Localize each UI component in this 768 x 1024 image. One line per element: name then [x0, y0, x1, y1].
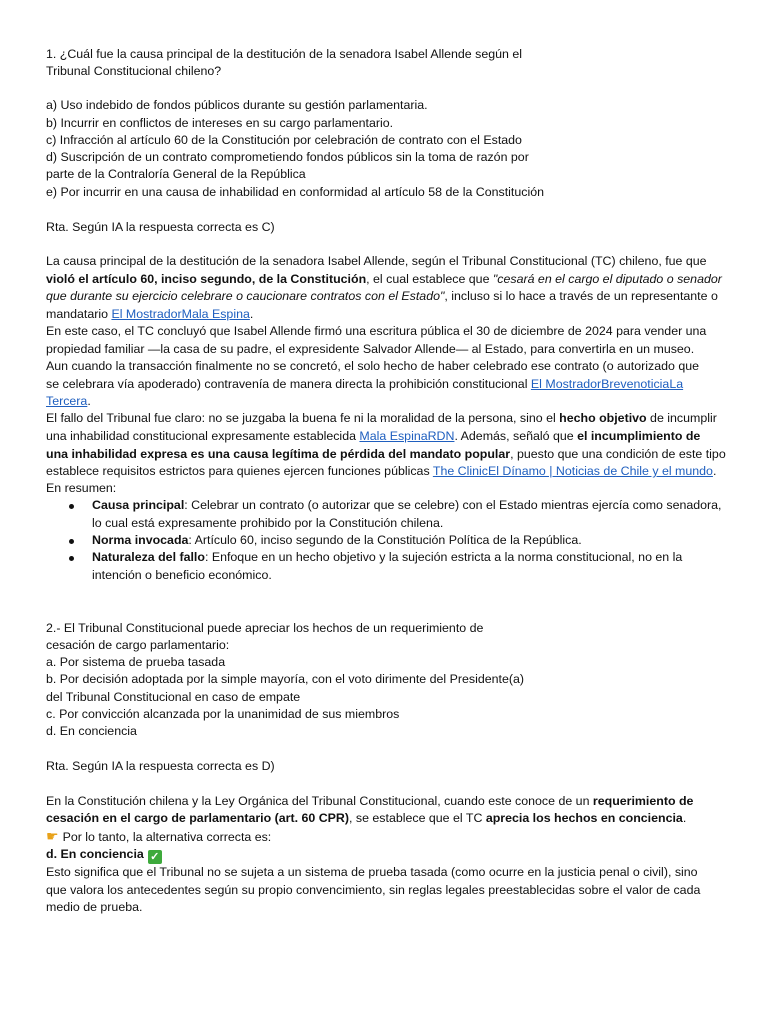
q1-paragraph-2-line-5	[46, 393, 91, 410]
text: .	[682, 811, 687, 825]
source-link-mala-espina-rdn[interactable]: Mala EspinaRDN	[359, 429, 455, 443]
bold-text: aprecia los hechos en conciencia	[485, 811, 683, 825]
bold-text: requerimiento de	[592, 794, 694, 808]
q1-option-a: a) Uso indebido de fondos públicos durante su gestión parlamentaria.	[46, 98, 428, 112]
q1-paragraph-3-line-4	[46, 463, 716, 480]
q2-option-d: d. En conciencia	[46, 724, 137, 738]
question-1-title-line-2: Tribunal Constitucional chileno?	[46, 64, 222, 78]
q2-explanation-line-3: medio de prueba.	[46, 900, 143, 914]
q1-option-e: e) Por incurrir en una causa de inhabilidad en conformidad al artículo 58 de la Constitución	[46, 185, 544, 199]
text: establece requisitos estrictos para quienes ejercen funciones públicas	[46, 464, 433, 478]
text: de incumplir	[646, 411, 717, 425]
q1-paragraph-1-line-2	[46, 271, 722, 288]
q1-paragraph-2-line-4	[46, 376, 683, 393]
text: una inhabilidad constitucional expresamente establecida	[46, 429, 360, 443]
text: .	[712, 464, 717, 478]
q1-paragraph-3-line-1	[46, 410, 717, 427]
summary-bullet-3-line-2: intención o beneficio económico.	[92, 568, 272, 582]
q2-answer: Rta. Según IA la respuesta correcta es D)	[46, 759, 275, 773]
q1-option-b: b) Incurrir en conflictos de intereses en su cargo parlamentario.	[46, 116, 394, 130]
q2-option-b-line-2: del Tribunal Constitucional en caso de empate	[46, 690, 301, 704]
pointing-hand-icon: ☛	[46, 828, 59, 844]
conclusion-text: Por lo tanto, la alternativa correcta es:	[62, 830, 272, 844]
text: En la Constitución chilena y la Ley Orgánica del Tribunal Constitucional, cuando este conoce de un	[46, 794, 593, 808]
q2-paragraph-line-2	[46, 810, 686, 827]
source-link-the-clinic-el-dinamo[interactable]: The ClinicEl Dínamo | Noticias de Chile y el mundo	[432, 464, 713, 478]
bullet-dot	[69, 539, 74, 544]
text: mandatario	[46, 307, 112, 321]
check-mark-icon: ✓	[148, 850, 162, 864]
question-1-title-line-1: 1. ¿Cuál fue la causa principal de la destitución de la senadora Isabel Allende según el	[46, 47, 522, 61]
text: El fallo del Tribunal fue claro: no se juzgaba la buena fe ni la moralidad de la persona, sino el	[46, 411, 560, 425]
bold-text: violó el artículo 60, inciso segundo, de la Constitución	[46, 272, 367, 286]
quote-text: que durante su ejercicio celebrare o caucionare contratos con el Estado"	[46, 289, 445, 303]
q1-paragraph-2-line-3: Aun cuando la transacción finalmente no se concretó, el solo hecho de haber celebrado ese contrato (o autorizado que	[46, 359, 700, 373]
source-link-el-mostrador-mala-espina[interactable]: El MostradorMala Espina	[111, 307, 250, 321]
text: , puesto que una condición de este tipo	[510, 447, 726, 461]
bullet-text: : Celebrar un contrato (o autorizar que se celebre) con el Estado mientras ejercía como senadora,	[184, 498, 722, 512]
text: , el cual establece que	[366, 272, 493, 286]
bullet-text: : Artículo 60, inciso segundo de la Constitución Política de la República.	[188, 533, 582, 547]
q1-paragraph-1-line-3	[46, 288, 718, 305]
question-2-title-line-1: 2.- El Tribunal Constitucional puede apreciar los hechos de un requerimiento de	[46, 621, 484, 635]
q1-option-c: c) Infracción al artículo 60 de la Constitución por celebración de contrato con el Estado	[46, 133, 522, 147]
summary-bullet-1-line-2: lo cual está expresamente prohibido por la Constitución chilena.	[92, 516, 444, 530]
q2-explanation-line-2: que valora los antecedentes según su propio convencimiento, sin reglas legales preestablecidas sobre el valor de cada	[46, 883, 701, 897]
bullet-text: : Enfoque en un hecho objetivo y la sujeción estricta a la norma constitucional, no en la	[204, 550, 683, 564]
q2-conclusion-line	[46, 828, 271, 846]
q2-option-a: a. Por sistema de prueba tasada	[46, 655, 226, 669]
summary-bullet-3-line-1	[92, 549, 682, 566]
bullet-label: Naturaleza del fallo	[92, 550, 205, 564]
summary-bullet-1-line-1	[92, 497, 722, 514]
q1-paragraph-3-line-3	[46, 446, 726, 463]
q2-final-answer-line	[46, 846, 162, 864]
summary-bullet-2	[92, 532, 582, 549]
q1-paragraph-1-line-1: La causa principal de la destitución de la senadora Isabel Allende, según el Tribunal Constitucional (TC) chileno, fue que	[46, 254, 707, 268]
bullet-dot	[69, 504, 74, 509]
final-answer: d. En conciencia	[46, 847, 144, 861]
text: . Además, señaló que	[454, 429, 578, 443]
bold-text: el incumplimiento de	[577, 429, 701, 443]
q1-option-d-line-2: parte de la Contraloría General de la República	[46, 167, 306, 181]
summary-heading: En resumen:	[46, 481, 117, 495]
text: .	[87, 394, 91, 408]
bold-text: hecho objetivo	[559, 411, 647, 425]
q1-paragraph-1-line-4	[46, 306, 253, 323]
bullet-dot	[69, 556, 74, 561]
q1-paragraph-2-line-2: propiedad familiar —la casa de su padre, el expresidente Salvador Allende— al Estado, para convertirla en un museo.	[46, 342, 695, 356]
q1-paragraph-3-line-2	[46, 428, 700, 445]
q2-option-c: c. Por convicción alcanzada por la unanimidad de sus miembros	[46, 707, 400, 721]
q2-option-b-line-1: b. Por decisión adoptada por la simple mayoría, con el voto dirimente del Presidente(a)	[46, 672, 524, 686]
text: , se establece que el TC	[349, 811, 486, 825]
bold-text: una inhabilidad expresa es una causa legítima de pérdida del mandato popular	[46, 447, 511, 461]
text: , incluso si lo hace a través de un representante o	[444, 289, 718, 303]
q2-paragraph-line-1	[46, 793, 693, 810]
q1-paragraph-2-line-1: En este caso, el TC concluyó que Isabel Allende firmó una escritura pública el 30 de diciembre de 2024 para vender una	[46, 324, 707, 338]
question-2-title-line-2: cesación de cargo parlamentario:	[46, 638, 230, 652]
bullet-label: Norma invocada	[92, 533, 189, 547]
source-link-el-mostrador-brevenoticia[interactable]: El MostradorBrevenoticiaLa	[530, 377, 684, 391]
q1-answer: Rta. Según IA la respuesta correcta es C)	[46, 220, 275, 234]
text: se celebrara vía apoderado) contravenía de manera directa la prohibición constitucional	[46, 377, 531, 391]
q2-explanation-line-1: Esto significa que el Tribunal no se sujeta a un sistema de prueba tasada (como ocurre en la justicia penal o civil), sino	[46, 865, 698, 879]
bullet-label: Causa principal	[92, 498, 185, 512]
source-link-la-tercera[interactable]: Tercera	[46, 394, 88, 408]
q1-option-d-line-1: d) Suscripción de un contrato comprometiendo fondos públicos sin la toma de razón por	[46, 150, 529, 164]
text: .	[249, 307, 254, 321]
bold-text: cesación en el cargo de parlamentario (art. 60 CPR)	[46, 811, 349, 825]
quote-text: "cesará en el cargo el diputado o senador	[492, 272, 722, 286]
